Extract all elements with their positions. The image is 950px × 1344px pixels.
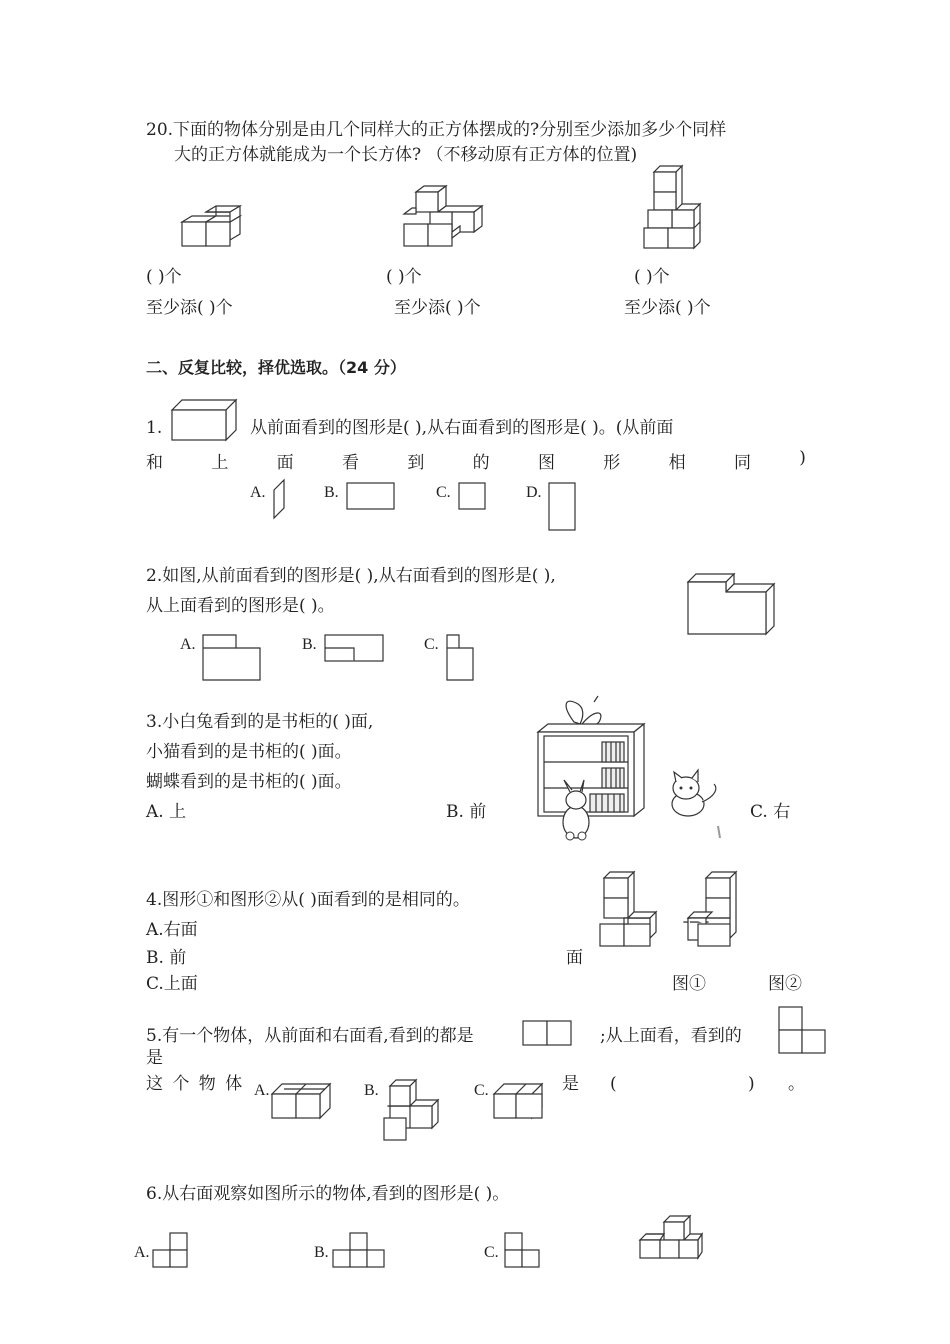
q5-line3: 这 个 物 体: [146, 1074, 245, 1094]
q2-option-a[interactable]: A.: [180, 636, 196, 653]
q6-option-a[interactable]: A.: [134, 1244, 150, 1261]
q6-line1: 6.从右面观察如图所示的物体,看到的图形是( )。: [146, 1184, 510, 1204]
q5-line2: 是: [146, 1048, 163, 1068]
q20-add-blank-2[interactable]: 至少添( )个: [394, 298, 481, 318]
q1-option-a[interactable]: A.: [250, 484, 266, 501]
q5-tail-close[interactable]: ): [748, 1074, 755, 1094]
q20-count-blank-1[interactable]: ( )个: [146, 267, 182, 287]
q1-char: ): [799, 448, 806, 468]
q20-count-blank-2[interactable]: ( )个: [386, 267, 422, 287]
q1-option-d[interactable]: D.: [526, 484, 542, 501]
q1-option-d-shape: [548, 482, 578, 532]
butterfly-icon: [566, 696, 601, 728]
q1-char: 到: [407, 453, 425, 473]
q5-option-a[interactable]: A.: [254, 1082, 270, 1099]
q6-option-a-shape: [152, 1232, 192, 1272]
q6-object-figure: [640, 1216, 706, 1266]
q5-tail-open[interactable]: (: [610, 1074, 617, 1094]
q20-add-blank-1[interactable]: 至少添( )个: [146, 298, 233, 318]
q1-line2: [146, 448, 806, 473]
q4-figure-1: [600, 872, 660, 950]
q4-option-a[interactable]: A.右面: [146, 920, 198, 940]
q1-char: 形: [603, 453, 621, 473]
q4-label-fig2: 图②: [768, 974, 802, 994]
q5-top-view-shape: [778, 1006, 830, 1056]
q1-char: 和: [146, 453, 163, 473]
q20-figure-3: [644, 166, 704, 250]
section-title: 二、反复比较，择优选取。（24 分）: [146, 358, 406, 377]
cat-icon: [672, 770, 716, 816]
q5-line1a: 5.有一个物体，从前面和右面看,看到的都是: [146, 1026, 474, 1046]
bookshelf-scene: [534, 696, 734, 846]
q2-option-c-shape: [446, 634, 476, 684]
q6-option-c[interactable]: C.: [484, 1244, 499, 1261]
q2-line1: 2.如图,从前面看到的图形是( ),从右面看到的图形是( ),: [146, 566, 556, 586]
q3-option-b[interactable]: B. 前: [446, 802, 487, 822]
q4-label-fig1: 图①: [672, 974, 706, 994]
q4-mian: 面: [566, 948, 583, 968]
q6-option-b[interactable]: B.: [314, 1244, 329, 1261]
q5-option-b[interactable]: B.: [364, 1082, 379, 1099]
q5-option-a-shape: [272, 1080, 332, 1122]
q1-option-b-shape: [346, 482, 396, 512]
q1-option-c[interactable]: C.: [436, 484, 451, 501]
q20-figure-1: [182, 206, 247, 251]
q20-figure-2: [404, 186, 489, 251]
q6-option-b-shape: [332, 1232, 390, 1272]
q20-line2: 大的正方体就能成为一个长方体? （不移动原有正方体的位置): [174, 145, 638, 165]
q2-option-b[interactable]: B.: [302, 636, 317, 653]
q2-line2: 从上面看到的图形是( )。: [146, 596, 335, 616]
q2-option-a-shape: [202, 634, 264, 684]
q20-add-blank-3[interactable]: 至少添( )个: [624, 298, 711, 318]
q4-option-b[interactable]: B. 前: [146, 948, 187, 968]
q5-line1b: ;从上面看，看到的: [600, 1026, 742, 1046]
bookshelf-icon: [538, 724, 644, 816]
q6-option-c-shape: [504, 1232, 544, 1272]
q1-char: 看: [341, 453, 359, 473]
q3-option-a[interactable]: A. 上: [146, 802, 187, 822]
q3-line3: 蝴蝶看到的是书柜的( )面。: [146, 772, 352, 792]
q1-cuboid-figure: [170, 400, 240, 442]
q1-char: 同: [733, 453, 751, 473]
q4-option-c[interactable]: C.上面: [146, 974, 198, 994]
q1-option-c-shape: [458, 482, 488, 512]
q1-char: 的: [472, 453, 490, 473]
q4-figure-2: [684, 872, 744, 950]
q1-char: 相: [668, 453, 686, 473]
q5-option-b-shape: [384, 1080, 442, 1144]
q1-option-b[interactable]: B.: [324, 484, 339, 501]
q5-tail-period: 。: [788, 1074, 805, 1094]
q2-option-c[interactable]: C.: [424, 636, 439, 653]
q3-option-c[interactable]: C. 右: [750, 802, 791, 822]
q2-object-figure: [686, 570, 781, 638]
q3-line1: 3.小白兔看到的是书柜的( )面,: [146, 712, 374, 732]
q2-option-b-shape: [324, 634, 386, 664]
q5-option-c-shape: [494, 1080, 546, 1122]
q20-line1: 20.下面的物体分别是由几个同样大的正方体摆成的?分别至少添加多少个同样: [146, 120, 727, 140]
q1-text: 从前面看到的图形是( ),从右面看到的图形是( )。(从前面: [250, 418, 674, 438]
q5-front-view-shape: [522, 1020, 576, 1048]
q5-option-c[interactable]: C.: [474, 1082, 489, 1099]
q1-number: 1.: [146, 418, 163, 438]
q1-char: 上: [211, 453, 229, 473]
q4-line1: 4.图形①和图形②从( )面看到的是相同的。: [146, 890, 470, 910]
q1-option-a-shape: [272, 480, 286, 520]
q1-char: 面: [276, 453, 294, 473]
q1-char: 图: [537, 453, 555, 473]
q3-line2: 小猫看到的是书柜的( )面。: [146, 742, 352, 762]
q5-tail-shi: 是: [562, 1074, 579, 1094]
q20-count-blank-3[interactable]: ( )个: [634, 267, 670, 287]
